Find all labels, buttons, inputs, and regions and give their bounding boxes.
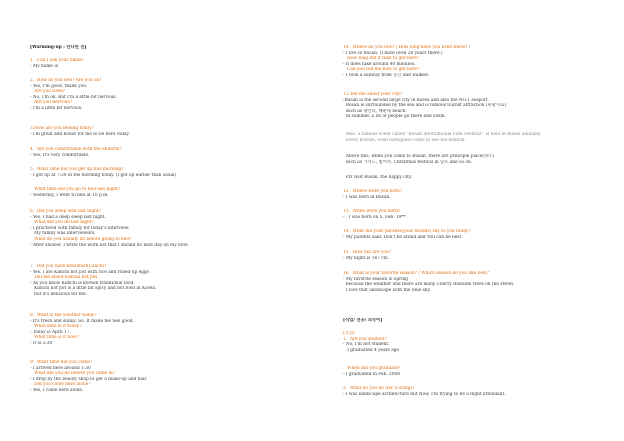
question-line: 15. How tall are you? (343, 250, 391, 255)
answer-line: Busan is surrounded by the sea and is famous tourist attraction (관광지로) (343, 103, 506, 109)
answer-line: - Yesterday, I went to bed at 10 p.m. (30, 192, 109, 198)
answer-line: - My parents said, Don't be afraid and You can be best. (343, 234, 463, 240)
left-block (30, 313, 280, 347)
section-heading: [Warming-up : 만나면 전] (30, 45, 87, 50)
answer-line: - It does take around 40 minutes. (343, 61, 416, 67)
answer-line: - As you know Kimchi is korean traditional food. (30, 280, 135, 286)
answer-line: - I practiced with family for today's interview. (30, 225, 130, 231)
answer-line: - Yes, I came here alone. (30, 387, 84, 393)
question-line: 16. What is your favorite season? / Which season do you like best? (343, 271, 490, 276)
answer-line: -Busan is the second large city in Korea and also the NO.1 seaport. (343, 97, 490, 103)
right-block (343, 189, 603, 200)
answer-line: - It is 3:30 (30, 340, 53, 346)
answer-line: - My name is (30, 63, 58, 69)
right-block (343, 386, 603, 397)
answer-line: - Yes, I had a deep sleep last night. (30, 214, 106, 220)
question-line: 6. Did you sleep well last night? (30, 209, 101, 214)
question-line: 7. Did you have breakfast(Lunch)? (30, 264, 107, 269)
right-block (343, 229, 603, 240)
question-line: 11.Tell me about your city? (343, 92, 403, 97)
question-line: What do you usually do before going to bed? (30, 236, 132, 242)
answer-line: - I was born in Busan. (343, 194, 391, 200)
answer-line: - I was born on 5. Feb. 19**. (343, 214, 408, 220)
answer-line: Kimchi hot pot is a little bit spicy and hot food in Korea. (30, 286, 157, 292)
answer-line: - It's fresh and sunny. So, It made me feel good. (30, 318, 134, 324)
answer-line: - I arrived here around 1:30 (30, 365, 91, 371)
answer-line: - No, I'm not student. (343, 342, 390, 348)
question-line: What time is it now? (30, 335, 79, 341)
right-block (343, 250, 603, 261)
right-block (343, 209, 603, 220)
left-block (30, 360, 280, 394)
left-block (30, 264, 280, 298)
answer-line: - After shower, I write the work list that I should do next day on my note. (30, 242, 190, 248)
left-block (30, 126, 280, 137)
question-line: (직업) (343, 331, 355, 336)
question-line: When did you graduate? (343, 366, 401, 371)
question-line: Are you tired? (30, 89, 66, 95)
answer-line: but it's delicious for me. (30, 291, 87, 297)
answer-line: such as 광안리, 해운대 beach. (343, 108, 407, 114)
right-block (343, 271, 603, 293)
left-block (30, 167, 280, 178)
answer-line: - Yes, I ate Kimchi hot pot with rice and rolled-up eggs (30, 269, 149, 275)
right-block (343, 175, 603, 181)
answer-line: My family was interviewers. (30, 231, 96, 237)
answer-line: - I graduated in Feb. 2008 (343, 371, 400, 377)
left-block (30, 78, 280, 112)
left-block (30, 187, 280, 198)
question-line: 1. Can I ask your name? (30, 58, 85, 63)
answer-line: In summer, a lot of people go there and swim. (343, 114, 446, 120)
question-line: Tell me about Kimchi hot pot. (30, 275, 99, 281)
answer-line: - I drop by the beauty shop to get a make-up and hair. (30, 376, 148, 382)
question-line: 13. When were you born? (343, 209, 401, 214)
question-line: Can you tell me how to get here? (343, 67, 420, 73)
right-block (343, 331, 603, 353)
question-line: Are you nervous? (30, 100, 72, 106)
right-block (343, 318, 603, 324)
left-block (30, 209, 280, 248)
question-line: How long did it take to get here? (343, 56, 420, 62)
section-heading: [직업/ 전공/ 외국어] (343, 318, 383, 323)
question-line: 2. How do you feel? Are you ok? (30, 78, 102, 83)
left-block (30, 45, 280, 51)
answer-line: Above this, when you come to Busan, there are principle place(명소) (343, 154, 495, 159)
answer-line: - I got up at 7:30 in the morning today. (I got up earlier than usual) (30, 172, 177, 178)
question-line: 12. Where were you born? (343, 189, 403, 194)
answer-line: - I'm great and honor for me to be here today. (30, 131, 130, 137)
right-block (343, 366, 603, 377)
answer-line: - I'm a little bit nervous. (30, 105, 83, 111)
question-line: What time did you go to bed last night? (30, 187, 121, 192)
question-line: What did you do last night? (30, 220, 94, 226)
question-line: 2. What do you do (for a living)? (343, 386, 415, 391)
question-line: 9. What time did you come? (30, 360, 93, 365)
right-block (343, 132, 603, 143)
right-block (343, 154, 603, 165)
question-line: 8. What is the weather today? (30, 313, 97, 318)
answer-line: I graduated 4 years ago (343, 347, 400, 353)
answer-line: Plz visit Busan, the happy city. (343, 175, 413, 180)
answer-line: Every korean, even foreigners come to see the festival. (343, 137, 466, 143)
answer-line: - I live in Busan. (I have lived 26 years there.) (343, 50, 443, 56)
answer-line: I love that landscape with the blue sky. (343, 287, 431, 293)
answer-line: - No, I'm ok. But I'm a little bit nervous. (30, 94, 117, 100)
question-line: 4. Are you comfortable with the uniform? (30, 147, 122, 152)
question-line: 1. Are you student? (343, 336, 387, 342)
question-line: What date is it today? (30, 324, 82, 330)
question-line: Did you come here alone? (30, 382, 91, 388)
right-block (343, 92, 603, 120)
answer-line: - My hight is 167 cm. (343, 255, 390, 261)
left-block (30, 58, 280, 69)
answer-line: because the weather and there are many Cherry Blossom trees on the street. (343, 282, 515, 288)
answer-line: - Today is April 17. (30, 329, 71, 335)
right-block (343, 45, 603, 79)
question-line: 14. What did your parents(your friends) say to you today? (343, 229, 471, 234)
answer-line: - I was landscape architecture but Now, I'm trying to be a flight attendant. (343, 391, 506, 397)
answer-line: - Yes, I'm good, thank you. (30, 83, 88, 89)
left-block (30, 147, 280, 158)
answer-line: - Yes, It's very comfortable. (30, 152, 90, 158)
answer-line: Also, a famous event called "Busan international Film Festival" is held in Busan annually. (343, 132, 542, 137)
question-line: 10. Where do you live? ( How long have you lived there? ) (343, 45, 471, 50)
answer-line: - My favorite season is Spring (343, 276, 409, 282)
answer-line: - I took a subway from 동산 and walked. (343, 72, 430, 78)
question-line: What did you do before you came in? (30, 371, 116, 377)
question-line: 5. What time did you get up this morning? (30, 167, 124, 172)
question-line: 3.How are you feeling today? (30, 126, 94, 131)
answer-line: such as 가덕도, 범어사, Christmas festival in 남포 and so on. (343, 159, 473, 165)
